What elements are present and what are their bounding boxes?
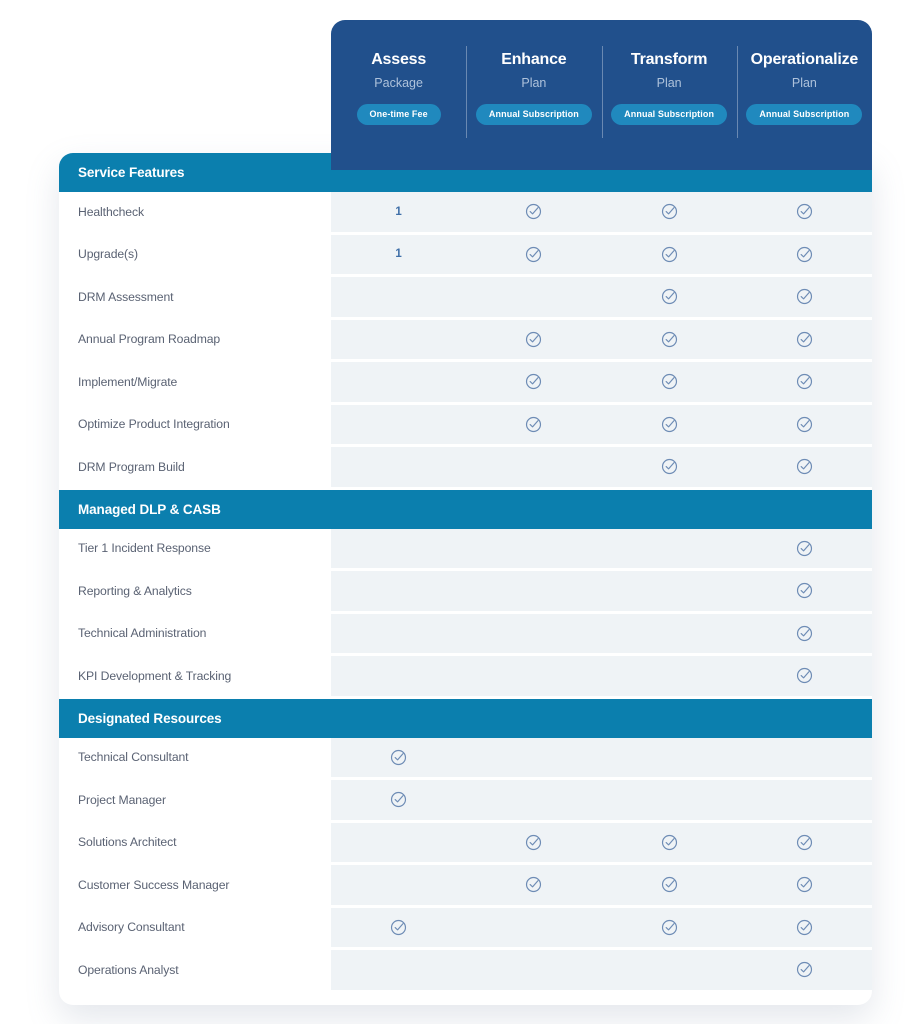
table-row xyxy=(59,656,872,696)
row-cells xyxy=(331,277,872,317)
feature-cell xyxy=(602,908,737,948)
table-row xyxy=(59,908,872,948)
feature-label: Advisory Consultant xyxy=(78,920,185,935)
check-circle-icon xyxy=(796,834,813,851)
feature-cell xyxy=(602,823,737,863)
feature-cell xyxy=(737,447,872,487)
feature-cell xyxy=(602,865,737,905)
section-rows xyxy=(59,529,872,696)
row-cells xyxy=(331,656,872,696)
section-title: Managed DLP & CASB xyxy=(78,501,221,517)
feature-cell xyxy=(602,614,737,654)
plan-billing-pill[interactable]: Annual Subscription xyxy=(611,104,727,125)
feature-label: Tier 1 Incident Response xyxy=(78,541,211,556)
row-cells xyxy=(331,192,872,232)
check-circle-icon xyxy=(796,876,813,893)
feature-cell xyxy=(602,277,737,317)
row-cells xyxy=(331,823,872,863)
row-cells xyxy=(331,405,872,445)
check-circle-icon xyxy=(525,203,542,220)
check-circle-icon xyxy=(661,458,678,475)
feature-label: Technical Consultant xyxy=(78,750,189,765)
feature-cell xyxy=(737,823,872,863)
feature-cell xyxy=(602,362,737,402)
feature-cell xyxy=(737,780,872,820)
check-circle-icon xyxy=(390,919,407,936)
feature-cell xyxy=(602,320,737,360)
check-circle-icon xyxy=(661,373,678,390)
plan-column-transform[interactable] xyxy=(602,20,737,170)
check-circle-icon xyxy=(661,288,678,305)
feature-label: DRM Program Build xyxy=(78,459,185,474)
row-cells xyxy=(331,529,872,569)
row-cells xyxy=(331,571,872,611)
check-circle-icon xyxy=(796,540,813,557)
feature-label: Implement/Migrate xyxy=(78,374,178,389)
feature-cell xyxy=(602,447,737,487)
plan-column-operationalize[interactable] xyxy=(737,20,872,170)
feature-cell xyxy=(331,362,466,402)
row-cells xyxy=(331,865,872,905)
feature-cell xyxy=(331,823,466,863)
feature-cell xyxy=(331,950,466,990)
plan-column-assess[interactable] xyxy=(331,20,466,170)
check-circle-icon xyxy=(661,416,678,433)
plan-name: Transform xyxy=(630,51,708,68)
feature-label: Operations Analyst xyxy=(78,962,179,977)
section-rows xyxy=(59,738,872,990)
plan-header-bar xyxy=(331,20,872,170)
section-header xyxy=(59,699,872,738)
plan-name: Operationalize xyxy=(750,51,859,68)
plan-name: Enhance xyxy=(501,51,567,68)
feature-cell xyxy=(466,192,601,232)
cell-value: 1 xyxy=(395,205,402,218)
check-circle-icon xyxy=(796,625,813,642)
feature-cell xyxy=(737,950,872,990)
feature-label: Upgrade(s) xyxy=(78,247,138,262)
feature-label: Optimize Product Integration xyxy=(78,417,230,432)
feature-cell xyxy=(737,738,872,778)
feature-cell xyxy=(737,529,872,569)
feature-cell xyxy=(737,362,872,402)
feature-cell xyxy=(737,571,872,611)
check-circle-icon xyxy=(661,919,678,936)
feature-cell xyxy=(331,192,466,232)
feature-cell xyxy=(331,529,466,569)
table-row xyxy=(59,447,872,487)
check-circle-icon xyxy=(661,331,678,348)
feature-label: Project Manager xyxy=(78,792,166,807)
section-title: Designated Resources xyxy=(78,710,222,726)
feature-cell xyxy=(331,405,466,445)
table-row xyxy=(59,823,872,863)
table-row xyxy=(59,277,872,317)
section-rows xyxy=(59,192,872,487)
feature-cell xyxy=(331,656,466,696)
plan-billing-pill[interactable]: Annual Subscription xyxy=(746,104,862,125)
feature-cell xyxy=(466,447,601,487)
check-circle-icon xyxy=(525,331,542,348)
plan-type: Package xyxy=(374,76,423,90)
feature-label: Technical Administration xyxy=(78,626,207,641)
feature-cell xyxy=(466,950,601,990)
row-cells xyxy=(331,950,872,990)
feature-cell xyxy=(737,405,872,445)
row-cells xyxy=(331,362,872,402)
feature-cell xyxy=(602,235,737,275)
feature-cell xyxy=(466,823,601,863)
table-row xyxy=(59,950,872,990)
check-circle-icon xyxy=(796,416,813,433)
check-circle-icon xyxy=(796,919,813,936)
feature-cell xyxy=(331,614,466,654)
feature-cell xyxy=(602,529,737,569)
feature-cell xyxy=(466,780,601,820)
feature-cell xyxy=(737,614,872,654)
plan-type: Plan xyxy=(791,76,817,90)
check-circle-icon xyxy=(661,246,678,263)
feature-cell xyxy=(602,950,737,990)
check-circle-icon xyxy=(796,961,813,978)
check-circle-icon xyxy=(796,667,813,684)
feature-cell xyxy=(466,320,601,360)
check-circle-icon xyxy=(525,834,542,851)
cell-value: 1 xyxy=(395,248,402,261)
feature-cell xyxy=(331,320,466,360)
check-circle-icon xyxy=(661,203,678,220)
check-circle-icon xyxy=(390,749,407,766)
check-circle-icon xyxy=(390,791,407,808)
feature-cell xyxy=(602,405,737,445)
check-circle-icon xyxy=(796,331,813,348)
table-row xyxy=(59,571,872,611)
plan-billing-pill[interactable]: Annual Subscription xyxy=(476,104,592,125)
row-cells xyxy=(331,908,872,948)
feature-cell xyxy=(331,235,466,275)
check-circle-icon xyxy=(661,876,678,893)
feature-cell xyxy=(737,192,872,232)
plan-type: Plan xyxy=(521,76,547,90)
feature-cell xyxy=(466,529,601,569)
feature-label: Healthcheck xyxy=(78,204,144,219)
table-row xyxy=(59,780,872,820)
table-row xyxy=(59,320,872,360)
feature-cell xyxy=(466,738,601,778)
table-row xyxy=(59,362,872,402)
feature-cell xyxy=(331,571,466,611)
feature-cell xyxy=(737,277,872,317)
feature-cell xyxy=(737,908,872,948)
feature-label: Customer Success Manager xyxy=(78,877,230,892)
table-row xyxy=(59,192,872,232)
feature-cell xyxy=(466,235,601,275)
check-circle-icon xyxy=(796,246,813,263)
row-cells xyxy=(331,780,872,820)
table-row xyxy=(59,865,872,905)
check-circle-icon xyxy=(796,288,813,305)
feature-cell xyxy=(737,320,872,360)
feature-cell xyxy=(737,235,872,275)
section-title: Service Features xyxy=(78,165,185,180)
row-cells xyxy=(331,235,872,275)
table-row xyxy=(59,614,872,654)
plan-billing-pill[interactable]: One-time Fee xyxy=(357,104,441,125)
table-row xyxy=(59,235,872,275)
check-circle-icon xyxy=(525,373,542,390)
section-header xyxy=(59,490,872,529)
feature-cell xyxy=(331,277,466,317)
feature-cell xyxy=(737,865,872,905)
check-circle-icon xyxy=(661,834,678,851)
feature-cell xyxy=(466,656,601,696)
feature-cell xyxy=(602,656,737,696)
feature-label: Solutions Architect xyxy=(78,835,177,850)
feature-cell xyxy=(466,614,601,654)
feature-cell xyxy=(466,362,601,402)
feature-cell xyxy=(331,865,466,905)
feature-cell xyxy=(737,656,872,696)
feature-cell xyxy=(331,780,466,820)
check-circle-icon xyxy=(525,246,542,263)
plan-name: Assess xyxy=(371,51,427,68)
feature-cell xyxy=(602,780,737,820)
feature-label: KPI Development & Tracking xyxy=(78,668,232,683)
check-circle-icon xyxy=(796,203,813,220)
feature-cell xyxy=(331,447,466,487)
plan-column-enhance[interactable] xyxy=(466,20,601,170)
feature-table-card xyxy=(59,153,872,1005)
feature-cell xyxy=(331,738,466,778)
check-circle-icon xyxy=(525,416,542,433)
table-row xyxy=(59,529,872,569)
feature-cell xyxy=(466,405,601,445)
check-circle-icon xyxy=(525,876,542,893)
row-cells xyxy=(331,320,872,360)
feature-cell xyxy=(466,277,601,317)
feature-cell xyxy=(602,738,737,778)
table-row xyxy=(59,405,872,445)
feature-label: Reporting & Analytics xyxy=(78,583,192,598)
feature-cell xyxy=(602,571,737,611)
check-circle-icon xyxy=(796,373,813,390)
feature-cell xyxy=(602,192,737,232)
row-cells xyxy=(331,447,872,487)
plan-type: Plan xyxy=(656,76,682,90)
feature-label: DRM Assessment xyxy=(78,289,174,304)
row-cells xyxy=(331,738,872,778)
row-cells xyxy=(331,614,872,654)
table-row xyxy=(59,738,872,778)
feature-cell xyxy=(466,571,601,611)
feature-cell xyxy=(466,865,601,905)
feature-cell xyxy=(331,908,466,948)
check-circle-icon xyxy=(796,582,813,599)
feature-cell xyxy=(466,908,601,948)
feature-label: Annual Program Roadmap xyxy=(78,332,221,347)
check-circle-icon xyxy=(796,458,813,475)
